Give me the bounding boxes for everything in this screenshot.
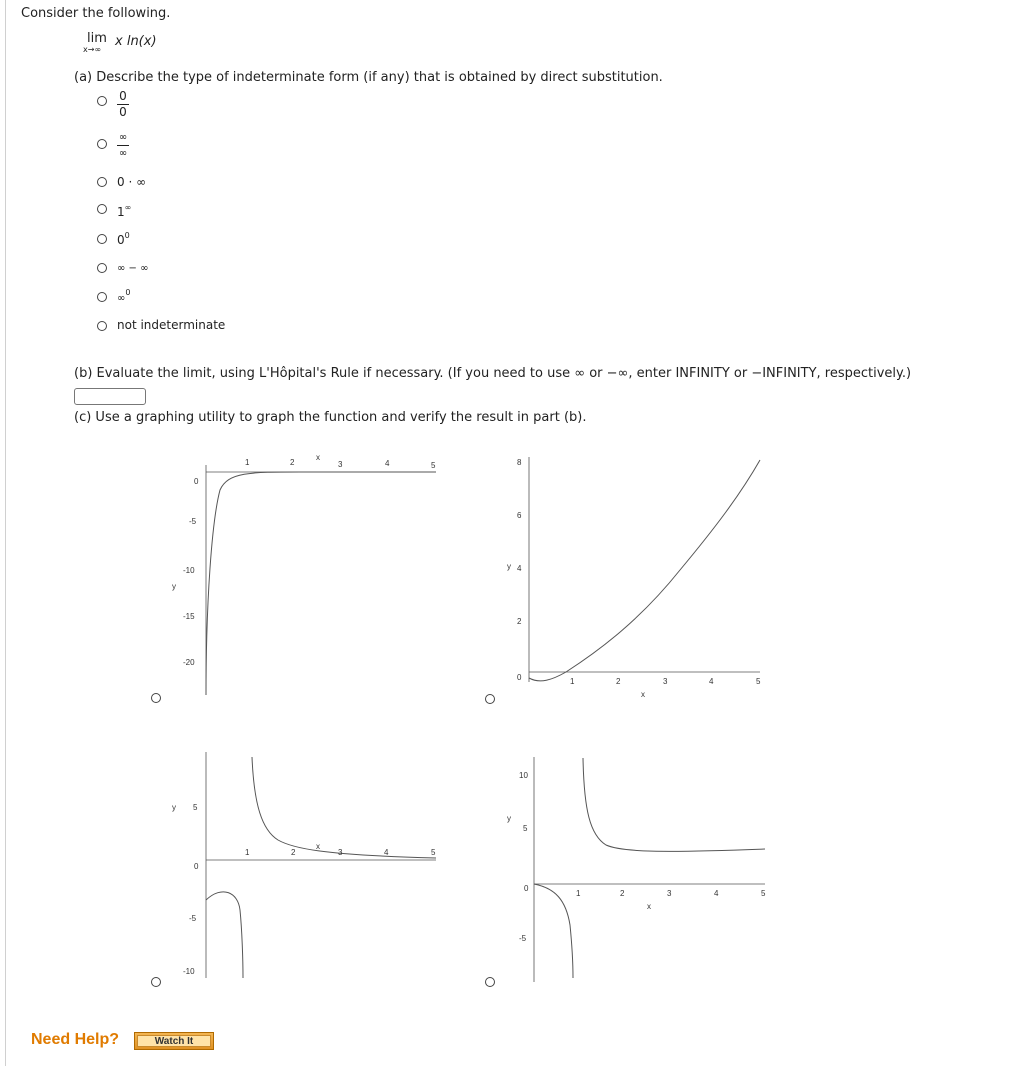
y-tick-label: 5 (193, 803, 198, 812)
fraction-numerator: 0 (119, 89, 127, 103)
part-b-prompt: (b) Evaluate the limit, using L'Hôpital's Rule if necessary. (If you need to use ∞ or −∞, enter INFINITY or −INFINITY, respectively.) (74, 366, 912, 381)
x-tick-label: 5 (756, 677, 761, 686)
y-axis-label: y (172, 582, 176, 591)
fraction-denominator: ∞ (118, 148, 128, 159)
power-base: ∞ (117, 293, 126, 304)
x-tick-label: 2 (620, 889, 625, 898)
x-tick-label: 3 (338, 460, 343, 469)
graph-top-left (172, 453, 436, 695)
y-tick-label: 4 (517, 564, 522, 573)
y-tick-label: 0 (194, 862, 199, 871)
y-axis-label: y (507, 814, 511, 823)
x-tick-label: 1 (245, 848, 250, 857)
power-exponent: ∞ (124, 203, 132, 212)
function-curve-right (583, 758, 765, 851)
y-tick-label: 2 (517, 617, 522, 626)
x-axis-label: x (647, 902, 651, 911)
y-tick-label: -10 (183, 566, 195, 575)
x-tick-label: 3 (338, 848, 343, 857)
y-tick-label: 0 (517, 673, 522, 682)
option-not-indeterminate-label: not indeterminate (117, 318, 226, 332)
x-tick-label: 4 (384, 848, 389, 857)
fraction-numerator: ∞ (118, 132, 128, 143)
y-tick-label: 5 (523, 824, 528, 833)
watch-it-label: Watch It (137, 1035, 211, 1047)
x-axis-label: x (316, 453, 320, 462)
x-tick-label: 4 (709, 677, 714, 686)
part-a-prompt: (a) Describe the type of indeterminate form (if any) that is obtained by direct substitution. (74, 70, 663, 85)
part-c-prompt: (c) Use a graphing utility to graph the function and verify the result in part (b). (74, 410, 587, 425)
option-inf-minus-inf-label: ∞ − ∞ (117, 263, 149, 274)
x-tick-label: 3 (667, 889, 672, 898)
function-curve (529, 460, 760, 681)
x-tick-label: 2 (291, 848, 296, 857)
y-tick-label: 6 (517, 511, 522, 520)
x-tick-label: 2 (290, 458, 295, 467)
x-tick-label: 5 (431, 848, 436, 857)
option-zero-times-inf-label: 0 · ∞ (117, 175, 147, 189)
y-tick-label: -20 (183, 658, 195, 667)
x-tick-label: 1 (576, 889, 581, 898)
x-axis-label: x (641, 690, 645, 699)
limit-word: lim (87, 31, 107, 46)
graph-option-bottom-right-radio[interactable] (485, 977, 495, 987)
y-tick-label: -10 (183, 967, 195, 976)
limit-subscript: x→∞ (83, 45, 102, 54)
x-tick-label: 5 (431, 461, 436, 470)
y-tick-label: 10 (519, 771, 528, 780)
y-tick-label: -15 (183, 612, 195, 621)
x-tick-label: 1 (245, 458, 250, 467)
graph-bottom-left (172, 752, 436, 978)
graph-option-top-left-radio[interactable] (151, 693, 161, 703)
limit-expression-text: x ln(x) (115, 34, 157, 49)
y-tick-label: 8 (517, 458, 522, 467)
y-tick-label: 0 (194, 477, 199, 486)
x-tick-label: 4 (385, 459, 390, 468)
graph-option-bottom-left-radio[interactable] (151, 977, 161, 987)
power-base: 0 (117, 233, 125, 247)
function-curve-left (206, 892, 243, 978)
fraction-denominator: 0 (119, 105, 127, 119)
y-axis-label: y (507, 562, 511, 571)
watch-it-button[interactable] (134, 1032, 214, 1050)
question-intro: Consider the following. (21, 6, 171, 21)
x-tick-label: 2 (616, 677, 621, 686)
graph-option-top-right-radio[interactable] (485, 694, 495, 704)
graph-bottom-right (507, 757, 766, 982)
x-tick-label: 3 (663, 677, 668, 686)
power-exponent: 0 (124, 231, 130, 240)
y-tick-label: 0 (524, 884, 529, 893)
power-exponent: 0 (125, 288, 131, 297)
y-tick-label: -5 (189, 914, 197, 923)
need-help-label: Need Help? (31, 1031, 120, 1048)
function-curve-right (252, 757, 436, 858)
y-tick-label: -5 (519, 934, 527, 943)
function-curve-left (534, 884, 573, 978)
x-tick-label: 1 (570, 677, 575, 686)
x-tick-label: 5 (761, 889, 766, 898)
function-curve (206, 472, 436, 695)
x-axis-label: x (316, 842, 320, 851)
y-tick-label: -5 (189, 517, 197, 526)
x-tick-label: 4 (714, 889, 719, 898)
y-axis-label: y (172, 803, 176, 812)
power-base: 1 (117, 205, 125, 219)
graph-top-right (507, 457, 761, 699)
